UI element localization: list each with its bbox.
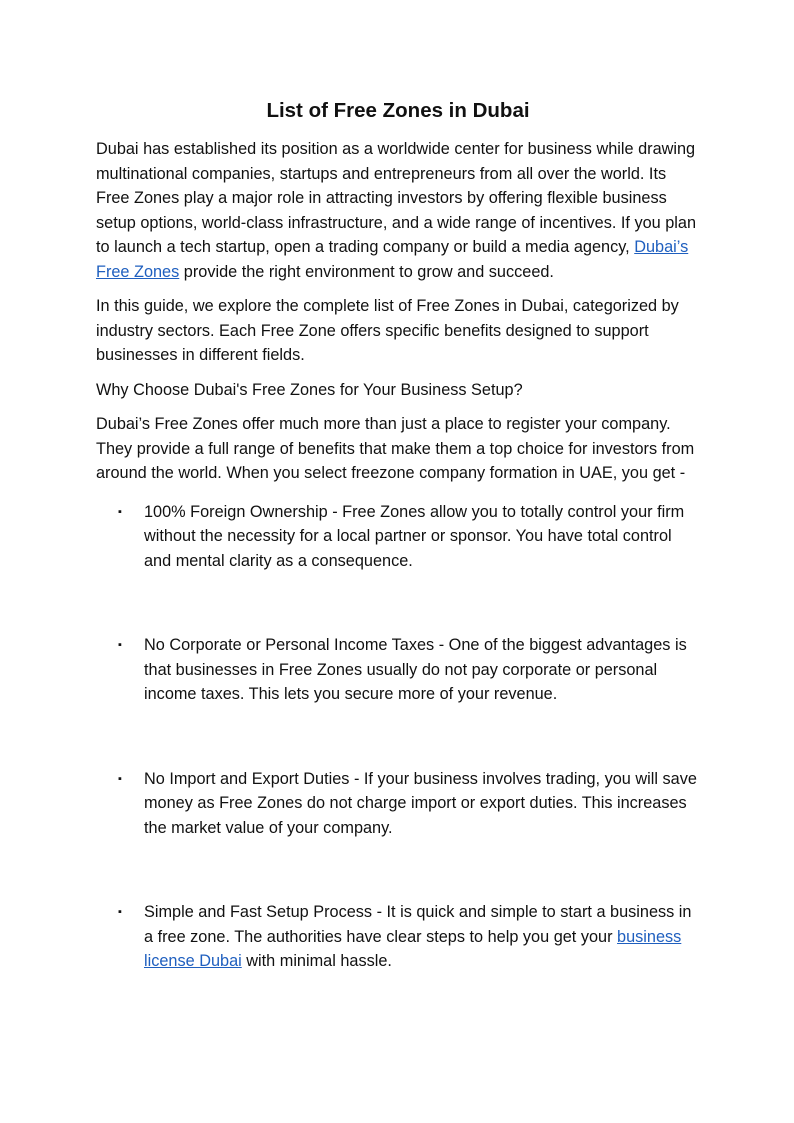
document-page: [96, 98, 700, 974]
dubai-free-zones-link[interactable]: Dubai’s Free Zones: [96, 238, 689, 281]
page-title: List of Free Zones in Dubai: [266, 99, 530, 122]
list-item-text: Simple and Fast Setup Process - It is quick and simple to start a business in a free zone. The authorities have clear steps to help you get your: [144, 903, 692, 946]
intro-text: Dubai has established its position as a worldwide center for business while drawing multinational companies, startups and entrepreneurs from all over the world. Its Free Zones play a major role in attracting investors by offering flexible business setup options, world-class infrastructure, and a wide range of incentives. If you plan to launch a tech startup, open a trading company or build a media agency,: [96, 140, 697, 256]
benefits-paragraph: Dubai’s Free Zones offer much more than just a place to register your company. They provide a full range of benefits that make them a top choice for investors from around the world. When you select freezone company formation in UAE, you get -: [96, 415, 695, 482]
bullet-icon: ▪: [118, 906, 122, 918]
intro-text-end: provide the right environment to grow and succeed.: [179, 262, 554, 281]
list-item: [96, 633, 700, 707]
guide-paragraph: In this guide, we explore the complete list of Free Zones in Dubai, categorized by industry sectors. Each Free Zone offers specific benefits designed to support businesses in different fields.: [96, 297, 679, 364]
list-item: [96, 500, 700, 574]
why-heading: Why Choose Dubai's Free Zones for Your Business Setup?: [96, 380, 523, 399]
intro-paragraph: [96, 137, 700, 284]
business-license-dubai-link[interactable]: business license Dubai: [144, 927, 682, 970]
benefits-list: [96, 500, 700, 974]
list-item-text-end: with minimal hassle.: [241, 952, 392, 970]
list-item: [96, 900, 700, 974]
list-item-text: No Corporate or Personal Income Taxes - One of the biggest advantages is that businesses in Free Zones usually do not pay corporate or personal income taxes. This lets you secure more of your revenue.: [144, 636, 687, 703]
bullet-icon: ▪: [118, 772, 122, 785]
list-item-text: 100% Foreign Ownership - Free Zones allow you to totally control your firm without the necessity for a local partner or sponsor. You have total control and mental clarity as a consequence.: [144, 502, 685, 570]
list-item-text: No Import and Export Duties - If your business involves trading, you will save money as Free Zones do not charge import or export duties. This increases the market value of your company.: [144, 769, 697, 837]
list-item: [96, 767, 700, 841]
bullet-icon: ▪: [118, 639, 122, 651]
bullet-icon: ▪: [118, 505, 122, 518]
